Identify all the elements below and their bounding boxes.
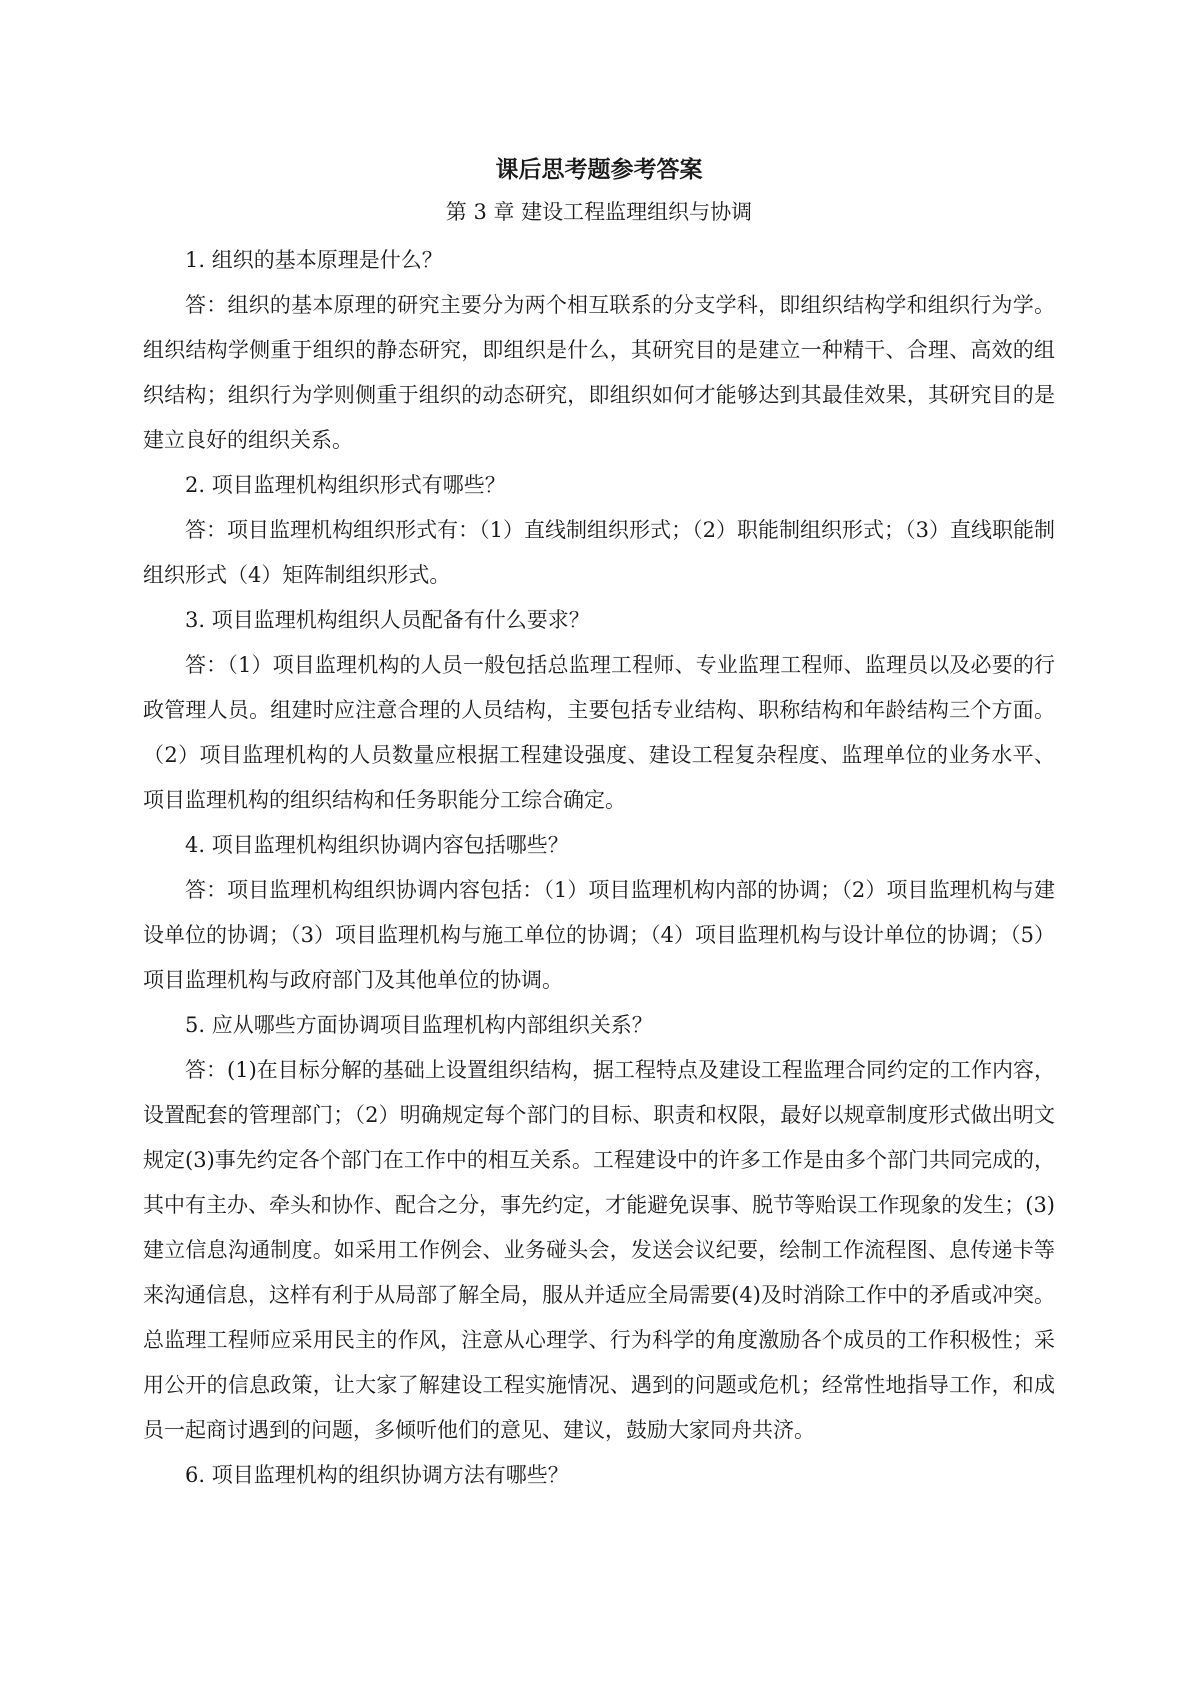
answer-4: 答：项目监理机构组织协调内容包括：（1）项目监理机构内部的协调；（2）项目监理机构与建设单位的协调；（3）项目监理机构与施工单位的协调；（4）项目监理机构与设计单位的协调；（5）项目监理机构与政府部门及其他单位的协调。 <box>143 878 1055 992</box>
document-page <box>143 150 1055 1498</box>
document-title: 课后思考题参考答案 <box>495 156 703 183</box>
answer-2: 答：项目监理机构组织形式有：（1）直线制组织形式；（2）职能制组织形式；（3）直线职能制组织形式（4）矩阵制组织形式。 <box>143 518 1055 587</box>
answer-1: 答：组织的基本原理的研究主要分为两个相互联系的分支学科，即组织结构学和组织行为学。组织结构学侧重于组织的静态研究，即组织是什么，其研究目的是建立一种精干、合理、高效的组织结构；组织行为学则侧重于组织的动态研究，即组织如何才能够达到其最佳效果，其研究目的是建立良好的组织关系。 <box>143 293 1055 452</box>
question-5: 5. 应从哪些方面协调项目监理机构内部组织关系？ <box>185 1013 653 1037</box>
question-4: 4. 项目监理机构组织协调内容包括哪些？ <box>185 833 569 857</box>
question-6: 6. 项目监理机构的组织协调方法有哪些？ <box>185 1463 569 1487</box>
question-2: 2. 项目监理机构组织形式有哪些？ <box>185 473 506 497</box>
answer-5: 答：(1)在目标分解的基础上设置组织结构，据工程特点及建设工程监理合同约定的工作内容，设置配套的管理部门；（2）明确规定每个部门的目标、职责和权限，最好以规章制度形式做出明文规定(3)事先约定各个部门在工作中的相互关系。工程建设中的许多工作是由多个部门共同完成的，其中有主办、牵头和协作、配合之分，事先约定，才能避免误事、脱节等贻误工作现象的发生；(3)建立信息沟通制度。如采用工作例会、业务碰头会，发送会议纪要，绘制工作流程图、息传递卡等来沟通信息，这样有利于从局部了解全局，服从并适应全局需要(4)及时消除工作中的矛盾或冲突。总监理工程师应采用民主的作风，注意从心理学、行为科学的角度激励各个成员的工作积极性；采用公开的信息政策，让大家了解建设工程实施情况、遇到的问题或危机；经常性地指导工作，和成员一起商讨遇到的问题，多倾听他们的意见、建议，鼓励大家同舟共济。 <box>143 1058 1055 1442</box>
question-1: 1. 组织的基本原理是什么？ <box>185 248 443 272</box>
answer-3: 答：（1）项目监理机构的人员一般包括总监理工程师、专业监理工程师、监理员以及必要的行政管理人员。组建时应注意合理的人员结构，主要包括专业结构、职称结构和年龄结构三个方面。（2）项目监理机构的人员数量应根据工程建设强度、建设工程复杂程度、监理单位的业务水平、项目监理机构的组织结构和任务职能分工综合确定。 <box>143 653 1055 812</box>
question-3: 3. 项目监理机构组织人员配备有什么要求？ <box>185 608 590 632</box>
chapter-heading: 第 3 章 建设工程监理组织与协调 <box>445 200 753 224</box>
